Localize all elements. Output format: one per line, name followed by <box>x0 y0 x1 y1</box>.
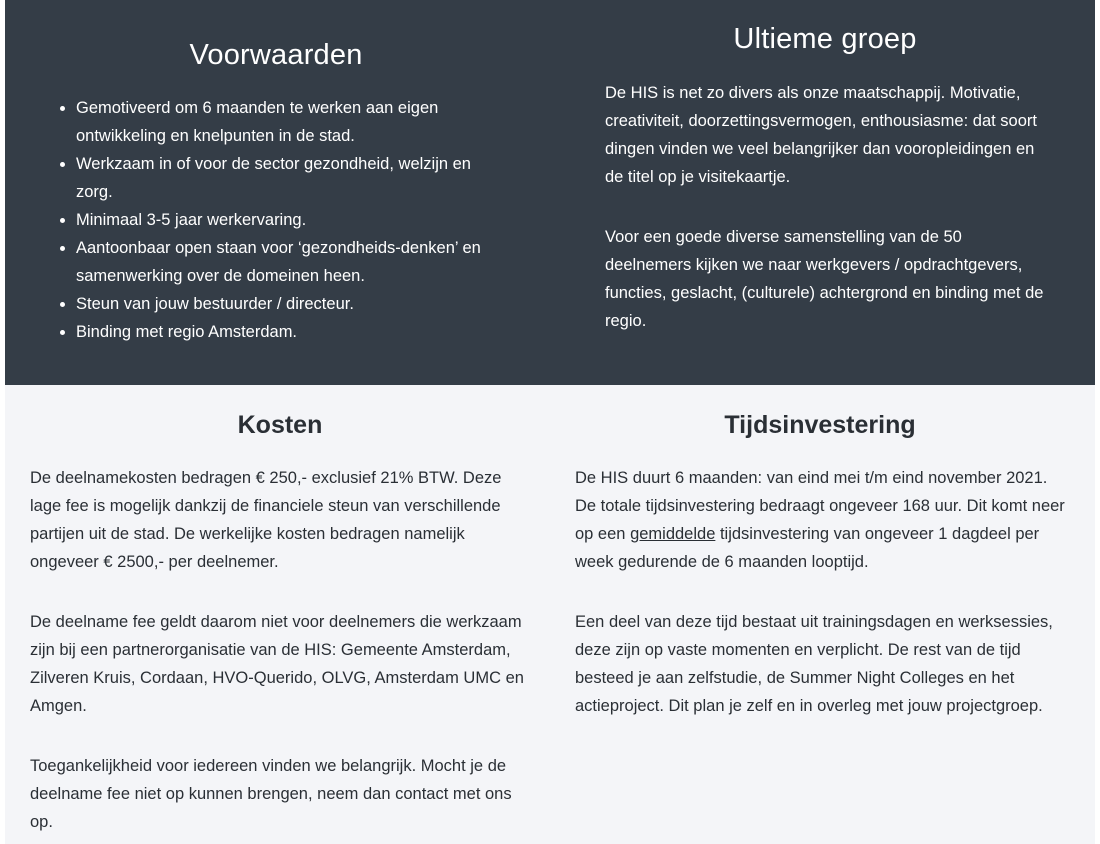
voorwaarden-list <box>56 94 496 346</box>
ultieme-groep-paragraph: De HIS is net zo divers als onze maatschappij. Motivatie, creativiteit, doorzettingsvermogen, enthousiasme: dat soort dingen vinden we veel belangrijker dan vooropleidingen en de titel op je visitekaartje. <box>605 83 1037 186</box>
voorwaarden-item: • Binding met regio Amsterdam. <box>76 318 496 346</box>
tijdsinvestering-text: De HIS duurt 6 maanden: van eind mei t/m eind november 2021. De totale tijdsinvestering bedraagt ongeveer 168 uur. Dit komt neer op een <box>575 469 1065 543</box>
tijdsinvestering-paragraph <box>575 464 1065 576</box>
ultieme-groep-paragraph: Voor een goede diverse samenstelling van de 50 deelnemers kijken we naar werkgevers / opdrachtgevers, functies, geslacht, (culturele) achtergrond en binding met de regio. <box>605 227 1044 330</box>
voorwaarden-column <box>56 38 496 346</box>
kosten-paragraph: Toegankelijkheid voor iedereen vinden we belangrijk. Mocht je de deelname fee niet op kunnen brengen, neem dan contact met ons op. <box>30 757 512 831</box>
voorwaarden-item: • Aantoonbaar open staan voor ‘gezondheids-denken’ en samenwerking over de domeinen heen. <box>76 234 496 290</box>
voorwaarden-item: • Steun van jouw bestuurder / directeur. <box>76 290 496 318</box>
ultieme-groep-title: Ultieme groep <box>733 23 917 55</box>
tijdsinvestering-paragraph: Een deel van deze tijd bestaat uit trainingsdagen en werksessies, deze zijn op vaste momenten en verplicht. De rest van de tijd besteed je aan zelfstudie, de Summer Night Colleges en het actieproject. Dit plan je zelf en in overleg met jouw projectgroep. <box>575 613 1053 715</box>
kosten-title: Kosten <box>237 411 323 439</box>
conditions-section <box>5 0 1095 385</box>
voorwaarden-item: • Gemotiveerd om 6 maanden te werken aan eigen ontwikkeling en knelpunten in de stad. <box>76 94 496 150</box>
ultieme-groep-column <box>605 22 1045 335</box>
kosten-column <box>30 410 530 836</box>
voorwaarden-title: Voorwaarden <box>189 39 363 71</box>
details-section <box>5 385 1095 844</box>
kosten-paragraph: De deelname fee geldt daarom niet voor deelnemers die werkzaam zijn bij een partnerorganisatie van de HIS: Gemeente Amsterdam, Zilveren Kruis, Cordaan, HVO-Querido, OLVG, Amsterdam UMC en Amgen. <box>30 613 524 715</box>
voorwaarden-item: • Minimaal 3-5 jaar werkervaring. <box>76 206 496 234</box>
tijdsinvestering-title: Tijdsinvestering <box>724 411 916 439</box>
voorwaarden-item: • Werkzaam in of voor de sector gezondheid, welzijn en zorg. <box>76 150 496 206</box>
gemiddelde-link[interactable]: gemiddelde <box>630 525 716 543</box>
kosten-paragraph: De deelnamekosten bedragen € 250,- exclusief 21% BTW. Deze lage fee is mogelijk dankzij de financiele steun van verschillende partijen uit de stad. De werkelijke kosten bedragen namelijk ongeveer € 2500,- per deelnemer. <box>30 469 502 571</box>
tijdsinvestering-text: tijdsinvestering van ongeveer 1 dagdeel per week gedurende de 6 maanden looptijd. <box>575 525 1040 571</box>
tijdsinvestering-column <box>575 410 1065 720</box>
